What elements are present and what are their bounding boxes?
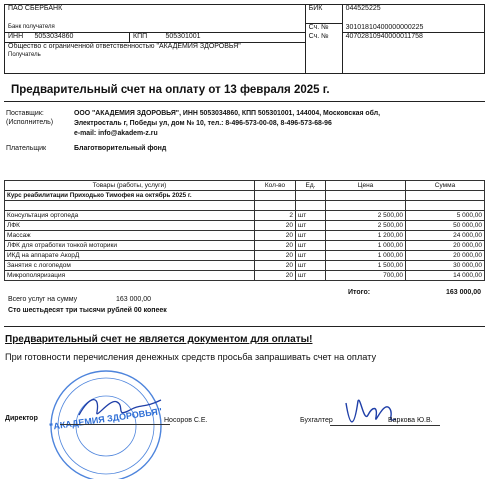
item-price: 2 500,00 <box>326 220 406 230</box>
course-row <box>5 191 485 201</box>
summary-divider <box>4 326 485 327</box>
table-row <box>5 230 485 240</box>
acc-value-1: 30101810400000000225 <box>342 24 484 33</box>
item-qty: 20 <box>255 270 296 280</box>
col-header-items: Товары (работы, услуги) <box>5 181 255 191</box>
kpp-label: КПП <box>130 33 163 43</box>
item-unit: шт <box>296 270 326 280</box>
item-unit: шт <box>296 220 326 230</box>
supplier-line-2: Электросталь г, Победы ул, дом № 10, тел.: 8-496-573-00-08, 8-496-573-68-96 <box>74 120 332 127</box>
notice-text: Предварительный счет не является документом для оплаты! <box>5 334 313 345</box>
notice-text-2: При готовности перечисления денежных средств просьба запрашивать счет на оплату <box>5 352 377 362</box>
accountant-signature <box>340 393 400 438</box>
course-title: Курс реабилитации Приходько Тимофея на октябрь 2025 г. <box>5 191 255 201</box>
recipient-cell <box>5 43 306 74</box>
table-row <box>5 270 485 280</box>
item-sum: 50 000,00 <box>406 220 485 230</box>
payer-value: Благотворительный фонд <box>74 145 167 152</box>
item-price: 1 200,00 <box>326 230 406 240</box>
bik-label: БИК <box>305 5 342 24</box>
item-unit: шт <box>296 240 326 250</box>
stamp-text: "АКАДЕМИЯ ЗДОРОВЬЯ" <box>48 406 163 432</box>
item-name: Массаж <box>5 230 255 240</box>
inn-label: ИНН <box>5 33 32 43</box>
item-price: 1 000,00 <box>326 240 406 250</box>
table-row <box>5 220 485 230</box>
col-header-unit: Ед. <box>296 181 326 191</box>
bank-name: ПАО СБЕРБАНК <box>8 5 63 12</box>
invoice-title: Предварительный счет на оплату от 13 февраля 2025 г. <box>11 84 330 96</box>
total-label: Итого: <box>348 289 371 296</box>
summary-count-value: 163 000,00 <box>116 296 152 303</box>
item-rows <box>5 210 485 280</box>
item-sum: 20 000,00 <box>406 240 485 250</box>
col-header-price: Цена <box>326 181 406 191</box>
item-sum: 30 000,00 <box>406 260 485 270</box>
acc-label-2: Сч. № <box>305 33 342 74</box>
acc-label-1: Сч. № <box>305 24 342 33</box>
item-name: ЛФК для отработки тонкой моторики <box>5 240 255 250</box>
items-table <box>4 180 485 281</box>
supplier-label: Поставщик: <box>6 110 44 117</box>
total-value: 163 000,00 <box>445 289 481 296</box>
item-name: Микрополяризация <box>5 270 255 280</box>
item-name: Консультация ортопеда <box>5 210 255 220</box>
col-header-sum: Сумма <box>406 181 485 191</box>
item-price: 1 500,00 <box>326 260 406 270</box>
spacer-row <box>5 201 485 211</box>
table-row <box>5 250 485 260</box>
table-row <box>5 240 485 250</box>
bank-name-cell <box>5 5 306 24</box>
item-price: 1 000,00 <box>326 250 406 260</box>
supplier-line-3: e-mail: info@akadem-z.ru <box>74 130 158 137</box>
bank-details-table <box>4 4 485 74</box>
inn-value: 5053034860 <box>32 33 130 43</box>
recipient-label: Получатель <box>8 51 41 58</box>
director-signature <box>75 390 165 425</box>
item-unit: шт <box>296 260 326 270</box>
summary-words: Сто шестьдесят три тысячи рублей 00 копеек <box>8 307 167 314</box>
accountant-name: Варкова Ю.В. <box>388 417 433 424</box>
director-sign-line <box>60 424 170 425</box>
supplier-label-2: (Исполнитель) <box>6 119 54 126</box>
item-sum: 5 000,00 <box>406 210 485 220</box>
item-qty: 20 <box>255 240 296 250</box>
item-name: ЛФК <box>5 220 255 230</box>
col-header-qty: Кол-во <box>255 181 296 191</box>
item-unit: шт <box>296 230 326 240</box>
item-unit: шт <box>296 250 326 260</box>
recipient-name: Общество с ограниченной ответственностью "АКАДЕМИЯ ЗДОРОВЬЯ" <box>8 43 241 50</box>
acc-value-2: 40702810940000011758 <box>342 33 484 74</box>
item-qty: 20 <box>255 250 296 260</box>
item-unit: шт <box>296 210 326 220</box>
summary-count-label: Всего услуг на сумму <box>8 296 78 303</box>
supplier-line-1: ООО "АКАДЕМИЯ ЗДОРОВЬЯ", ИНН 5053034860, КПП 505301001, 144004, Московская обл, <box>74 110 380 117</box>
item-sum: 20 000,00 <box>406 250 485 260</box>
item-price: 2 500,00 <box>326 210 406 220</box>
bank-recipient-label: Банк получателя <box>5 24 306 33</box>
table-header-row <box>5 181 485 191</box>
director-name: Носоров С.Е. <box>164 417 208 424</box>
item-qty: 20 <box>255 220 296 230</box>
title-underline <box>4 101 485 102</box>
item-name: ИКД на аппарате АкорД <box>5 250 255 260</box>
item-qty: 20 <box>255 230 296 240</box>
item-qty: 2 <box>255 210 296 220</box>
kpp-value: 505301001 <box>163 33 306 43</box>
item-sum: 14 000,00 <box>406 270 485 280</box>
bik-value: 044525225 <box>342 5 484 24</box>
table-row <box>5 260 485 270</box>
accountant-sign-line <box>330 425 440 426</box>
item-qty: 20 <box>255 260 296 270</box>
item-sum: 24 000,00 <box>406 230 485 240</box>
table-row <box>5 210 485 220</box>
accountant-label: Бухгалтер <box>300 417 333 424</box>
payer-label: Плательщик <box>6 145 47 152</box>
director-label: Директор <box>5 415 38 422</box>
item-price: 700,00 <box>326 270 406 280</box>
item-name: Занятия с логопедом <box>5 260 255 270</box>
